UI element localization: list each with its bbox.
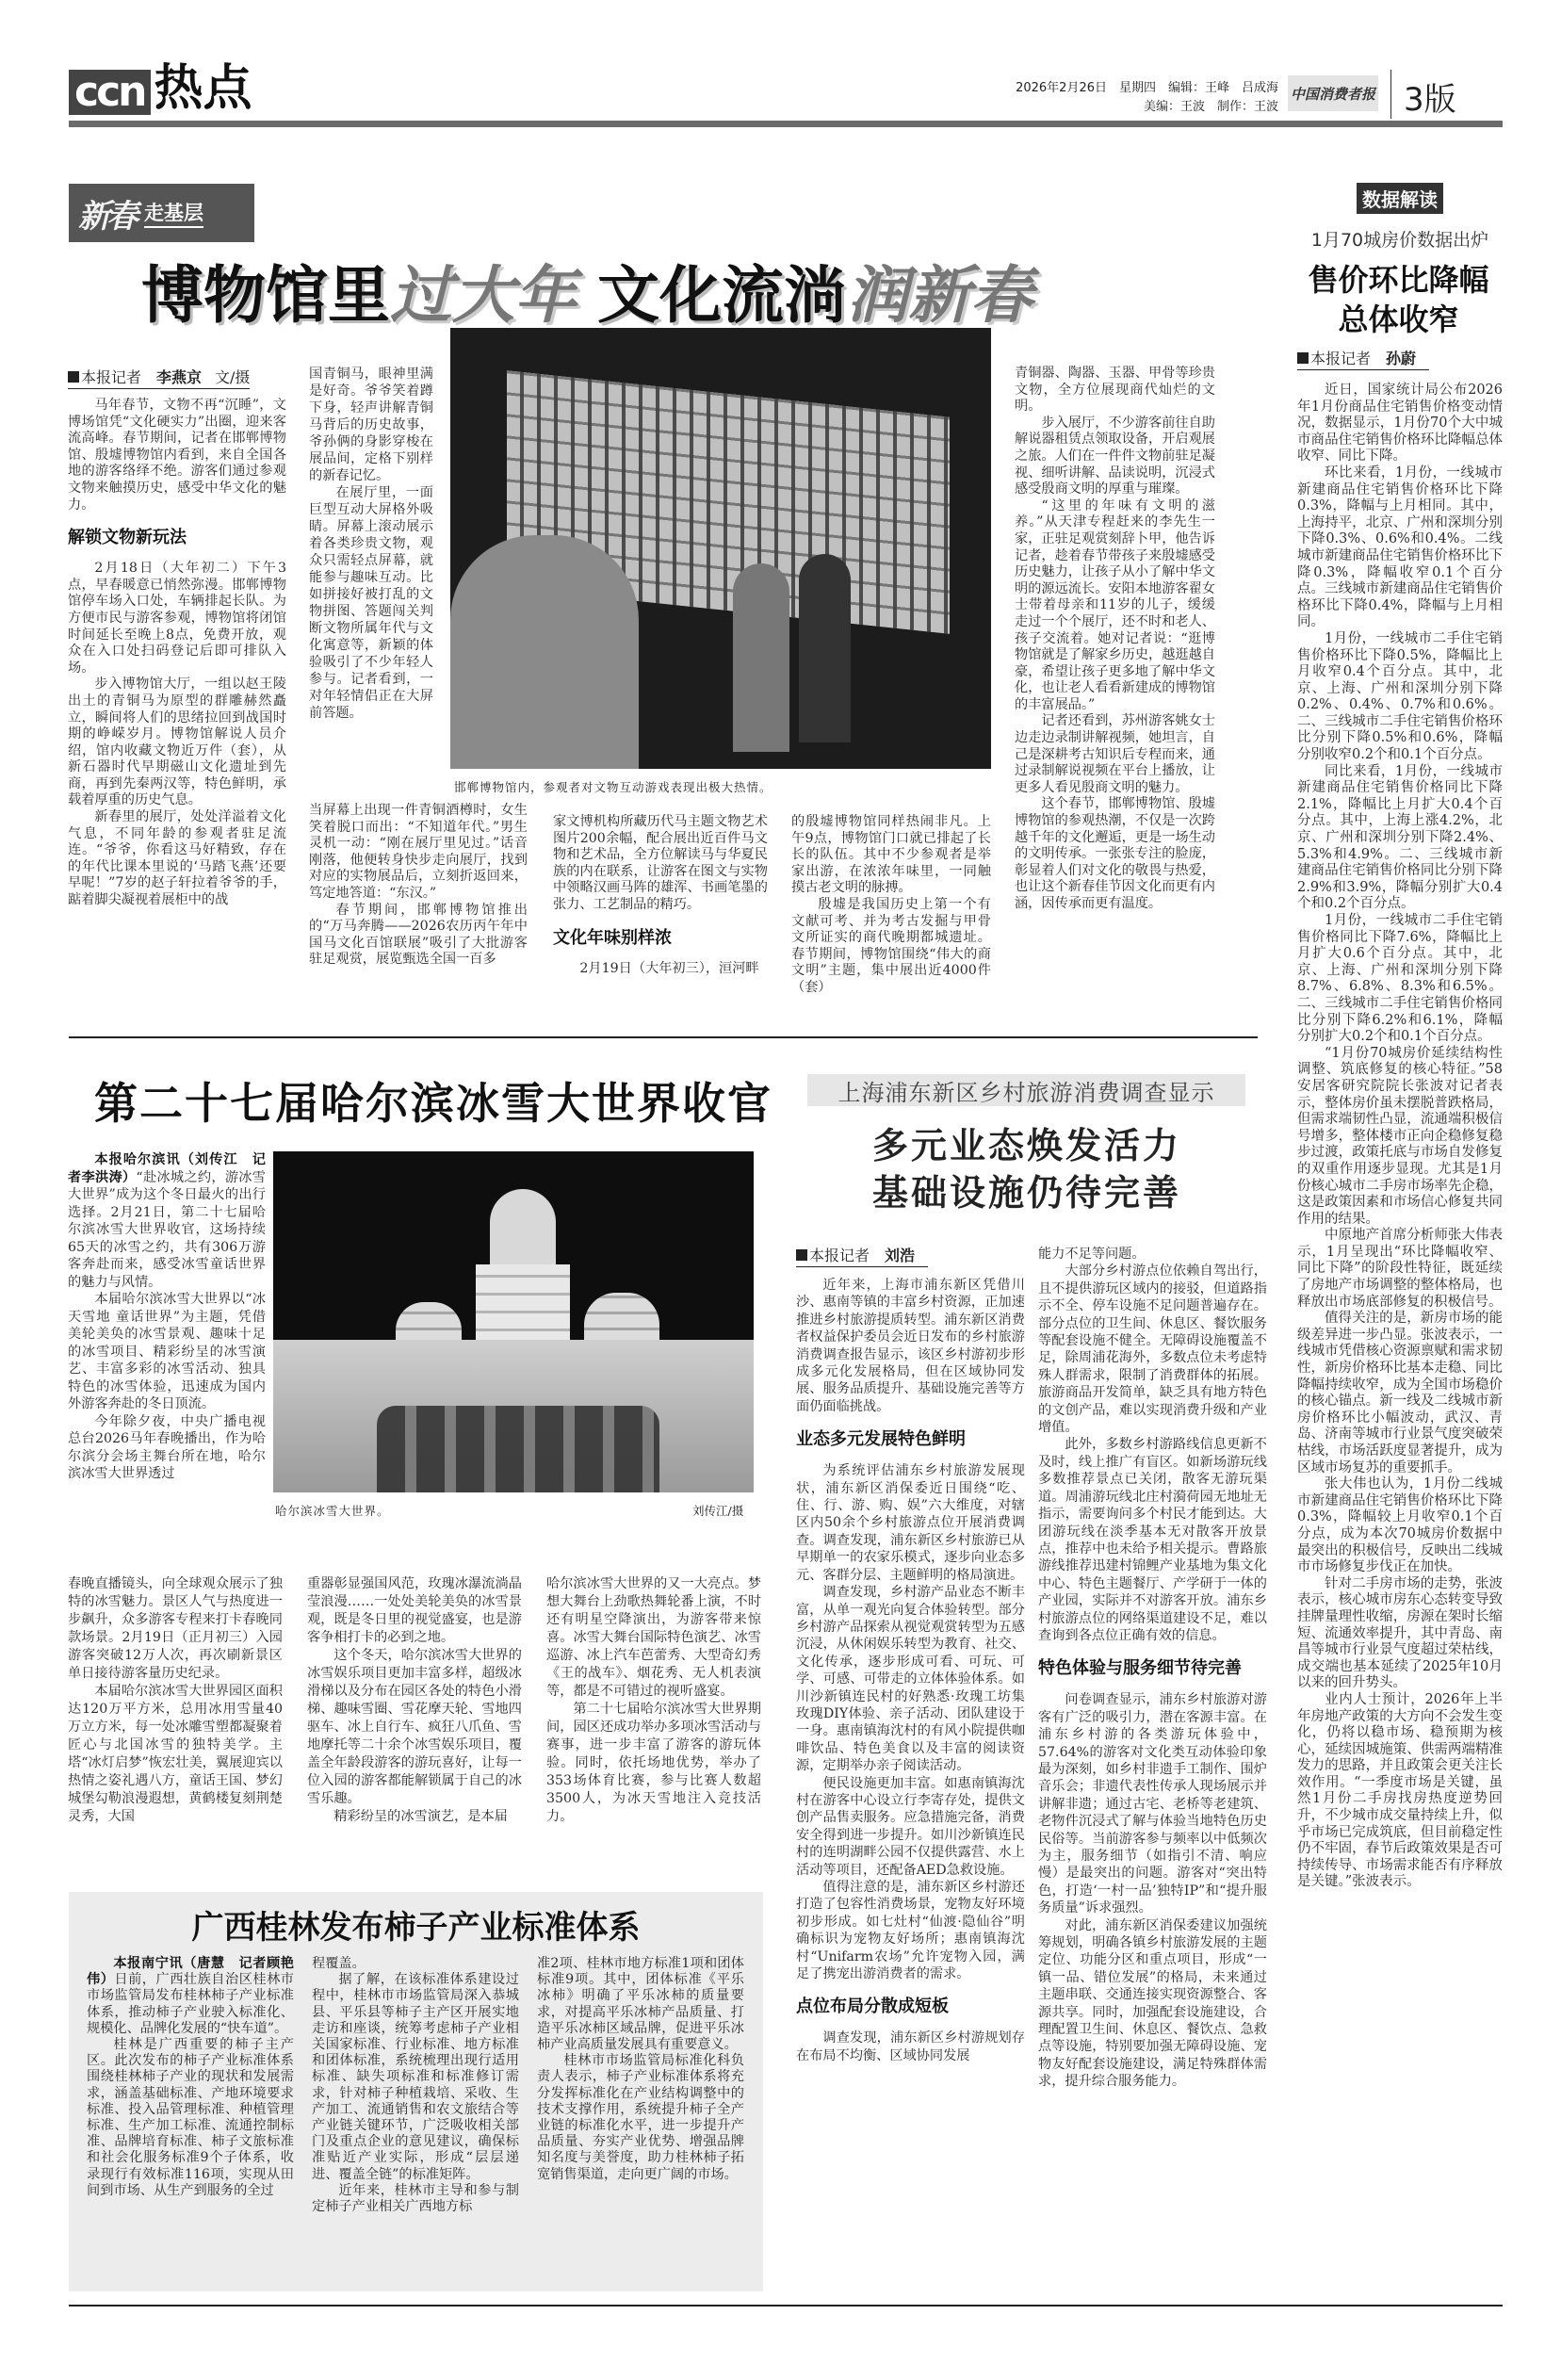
paragraph-text: “赴冰城之约，游冰雪大世界”成为这个冬日最火的出行选择。2月21日，第二十七届哈尔滨冰雪大世界收官，这场持续65天的冰雪之约，共有306万游客奔赴而来，感受冰雪童话世界的魅力与风情。 — [68, 1169, 266, 1290]
header-staff-line: 美编：王波 制作：王波 — [1143, 100, 1278, 114]
paragraph: 张大伟也认为，1月份二线城市新建商品住宅销售价格环比下降0.3%，降幅较上月收窄0.1个百分点，成为本次70城房价数据中最突出的积极信号，反映出二线城市市场修复步伐正在加快。 — [1297, 1476, 1503, 1575]
museum-column-2 — [309, 803, 528, 969]
housing-kicker: 1月70城房价数据出炉 — [1310, 230, 1489, 251]
harbin-photo — [273, 1151, 754, 1492]
subheading: 业态多元发展特色鲜明 — [796, 1429, 966, 1450]
paragraph: 本届哈尔滨冰雪大世界园区面积达120万平方米，总用冰用雪量40万立方米，每一处冰雕雪塑都凝聚着匠心与北国冰雪的独特美学。主塔“冰灯启梦”恢宏壮美，翼展迎宾以热情之姿礼遇八方，童话王国、梦幻城堡勾勒浪漫遐想，黄鹤楼复刻荆楚灵秀，大国 — [68, 1684, 283, 1824]
paragraph: 近年来，桂林市主导和参与制定柿子产业相关广西地方标 — [312, 2182, 519, 2215]
pudong-byline — [796, 1244, 928, 1267]
subheading: 解锁文物新玩法 — [68, 528, 187, 548]
museum-photo — [450, 328, 991, 769]
paragraph: “这里的年味有文明的滋养。”从天津专程赶来的李先生一家，正驻足观赏刻辞卜甲，他告诉记者，趁着春节带孩子来殷墟感受历史魅力，让孩子从小了解中华文明的源远流长。安阳本地游客翟女士带着母亲和11岁的儿子，缓缓走过一个个展厅，还不时和老人、孩子交流着。她对记者说：“逛博物馆就是了解家乡历史，越逛越自豪，希望让孩子更多地了解中华文化，也让老人看看新建成的博物馆的丰富展品。” — [1015, 497, 1215, 712]
badge-label: 数据解读 — [1362, 188, 1438, 211]
paragraph: 为系统评估浦东乡村旅游发展现状，浦东新区消保委近日围绕“吃、住、行、游、购、娱”六大维度，对辖区内50余个乡村旅游点位开展消费调查。调查发现，浦东新区乡村旅游已从早期单一的农家乐模式，逐步向业态多元、客群分层、主题鲜明的格局演进。 — [796, 1463, 1025, 1583]
headline-part: 润新春 — [846, 258, 1033, 332]
visitor-silhouette — [733, 563, 789, 752]
pudong-kicker-box — [807, 1074, 1245, 1106]
byline — [1297, 347, 1429, 370]
paragraph: 殷墟是我国历史上第一个有文献可考、并为考古发掘与甲骨文所证实的商代晚期都城遗址。春节期间，博物馆围绕“伟大的商文明”主题，集中展出近4000件（套） — [791, 896, 991, 995]
paragraph: 这个冬天，哈尔滨冰雪大世界的冰雪娱乐项目更加丰富多样，超级冰滑梯以及分布在园区各处的特色小滑梯、趣味雪圈、雪花摩天轮、雪地四驱车、冰上自行车、疯狂八爪鱼、雪地摩托等二十余个冰雪娱乐项目，覆盖全年龄段游客的游玩喜好，让每一位入园的游客都能解锁属于自己的冰雪乐趣。 — [307, 1648, 522, 1806]
header-divider — [1390, 70, 1391, 119]
paragraph-continued: 重器彰显强国风范，玫瑰冰瀑流淌晶莹浪漫……一处处美轮美奂的冰雪景观，既是冬日里的视觉盛宴，也是游客争相打卡的必到之地。 — [307, 1576, 522, 1645]
paragraph — [87, 1956, 294, 2037]
paragraph: 1月份，一线城市二手住宅销售价格同比下降7.6%，降幅比上月扩大0.6个百分点。其中，北京、上海、广州和深圳分别下降8.7%、6.8%、8.3%和6.5%。二、三线城市二手住宅销售价格同比分别下降6.2%和6.1%，降幅分别扩大0.2个和0.1个百分点。 — [1297, 913, 1503, 1045]
harbin-headline: 第二十七届哈尔滨冰雪大世界收官 — [94, 1078, 772, 1129]
paragraph: 春节期间，邯郸博物馆推出的“万马奔腾——2026农历丙午年中国马文化百馆联展”吸引了大批游客驻足观赏，展览甄选全国一百多 — [309, 902, 528, 968]
paragraph: 此外，多数乡村游路线信息更新不及时，线上推广有盲区。如新场游玩线多数推荐景点已关闭，散客无游玩渠道。周浦游玩线北庄村漪荷园无地址无指示，需要询问多个村民才能到达。大团游玩线在淡季基本无对散客开放景点，推荐中也未给予相关提示。曹路旅游线推荐迅建村锦鲤产业基地为集文化中心、特色主题餐厅、产学研于一体的产业园，实际并不对游客开放。浦东乡村旅游点位的网络渠道建设不足，难以查询到各点位正确有效的信息。 — [1038, 1437, 1267, 1643]
badge-label: 走基层 — [144, 198, 203, 228]
page-number: 3版 — [1404, 81, 1456, 119]
paragraph: 值得注意的是，浦东新区乡村游还打造了包容性消费场景，宠物友好环境初步形成。如七灶村“仙渡·隐仙谷”明确标识为宠物友好场所；惠南镇海沈村“Unifarm农场”允许宠物入园，满足了携宠出游消费者的需求。 — [796, 1880, 1025, 1982]
byline-square-icon — [1297, 352, 1309, 364]
paragraph: 环比来看，1月份，一线城市新建商品住宅销售价格环比下降0.3%，降幅与上月相同。其中，上海持平，北京、广州和深圳分别下降0.3%、0.6%和0.4%。二线城市新建商品住宅销售价格环比下降0.3%，降幅收窄0.1个百分点。三线城市新建商品住宅销售价格环比下降0.4%，降幅与上月相同。 — [1297, 465, 1503, 630]
visitor-silhouette — [799, 554, 851, 742]
pudong-headline-line-2: 基础设施仍待完善 — [871, 1171, 1181, 1214]
harbin-photo-credit: 刘传江/摄 — [692, 1504, 744, 1518]
headline-part: 过大年 — [390, 258, 577, 332]
paragraph-continued: 的殷墟博物馆同样热闹非凡。上午9点，博物馆门口就已排起了长长的队伍。其中不少参观者是举家出游，在浓浓年味里，一同触摸古老文明的脉搏。 — [791, 814, 991, 896]
paragraph-continued: 国青铜马，眼神里满是好奇。爷爷笑着蹲下身，轻声讲解青铜马背后的历史故事，爷孙俩的身影穿梭在展品间，定格下别样的新春记忆。 — [309, 367, 433, 483]
headline-part: 博物馆里 — [141, 258, 390, 332]
paragraph-continued: 程覆盖。 — [312, 1956, 366, 1971]
ice-castle-dome — [490, 1189, 556, 1274]
paragraph: 近年来，上海市浦东新区凭借川沙、惠南等镇的丰富乡村资源，正加速推进乡村旅游提质转型。浦东新区消费者权益保护委员会近日发布的乡村旅游消费调查报告显示，该区乡村游初步形成多元化发展格局，但在区域协同发展、服务品质提升、基础设施完善等方面仍面临挑战。 — [796, 1278, 1025, 1414]
paragraph: 1月份，一线城市二手住宅销售价格环比下降0.5%，降幅比上月收窄0.4个百分点。其中，北京、上海、广州和深圳分别下降0.2%、0.4%、0.7%和0.6%。二、三线城市二手住宅销售价格环比分别下降0.5%和0.6%，降幅分别收窄0.2个和0.1个百分点。 — [1297, 630, 1503, 763]
museum-headline — [141, 253, 1033, 337]
byline — [796, 1244, 928, 1267]
harbin-photo-caption: 哈尔滨冰雪大世界。 — [275, 1504, 390, 1518]
guilin-headline: 广西桂林发布柿子产业标准体系 — [191, 1909, 641, 1947]
paragraph-continued: 当屏幕上出现一件青铜酒樽时，女生笑着脱口而出：“不知道年代。”男生灵机一动：“刚在展厅里见过。”话音刚落，他便转身快步走向展厅，找到对应的实物展品后，立刻折返回来，笃定地答道：“东汉。” — [309, 803, 528, 901]
paragraph: 大部分乡村游点位依赖自驾出行，且不提供游玩区域内的接驳，但道路指示不全、停车设施不足问题普遍存在。部分点位的卫生间、休息区、餐饮服务等配套设施不健全。无障碍设施覆盖不足，除周浦花海外，多数点位未考虑特殊人群需求，限制了消费群体的拓展。旅游商品开发简单，缺乏具有地方特色的文创产品，难以实现消费升级和产业增值。 — [1038, 1263, 1267, 1436]
byline-square-icon — [68, 371, 79, 383]
paragraph: “1月份70城房价延续结构性调整、筑底修复的核心特征。”58安居客研究院院长张波对记者表示，整体房价虽未摆脱普跌格局，但需求端韧性凸显，流通端积极信号增多，整体楼市正向企稳修复稳步过渡，政策托底与市场自发修复的双重作用逐步显现。尤其是1月份核心城市二手房市场率先企稳，这是政策因素和市场信心修复共同作用的结果。 — [1297, 1045, 1503, 1227]
visitors — [377, 1406, 659, 1492]
column-badge-xinchun — [69, 184, 254, 242]
paragraph-text: 日前，广西壮族自治区桂林市市场监管局发布桂林柿子产业标准体系，推动柿子产业驶入标准化、规模化、品牌化发展的“快车道”。 — [87, 1972, 294, 2036]
paragraph: 桂林市市场监管局标准化科负责人表示，柿子产业标准体系将充分发挥标准化在产业结构调整中的技术支撑作用，系统提升柿子全产业链的标准化水平，进一步提升产品质量、夯实产业优势、增强品牌知名度与美誉度，助力桂林柿子拓宽销售渠道，走向更广阔的市场。 — [537, 2053, 744, 2182]
paragraph: 记者还看到，苏州游客姚女士边走边录制讲解视频，她坦言，自己是深耕考古知识后专程而来，通过录制解说视频在平台上播放，让更多人看见殷商文明的魅力。 — [1015, 713, 1215, 795]
paragraph: 2月18日（大年初二）下午3点，早春暖意已悄然弥漫。邯郸博物馆停车场入口处，车辆排起长队。为方便市民与游客参观，博物馆将闭馆时间延长至晚上8点，免费开放，观众在入口处扫码登记后即可排队入场。 — [68, 561, 286, 676]
subheading: 特色体验与服务细节待完善 — [1038, 1658, 1242, 1679]
guilin-column-2 — [312, 1956, 519, 2215]
paragraph: 步入展厅，不少游客前往自助解说器租赁点领取设备，开启观展之旅。人们在一件件文物前驻足凝视、细听讲解、品读说明，沉浸式感受殷商文明的厚重与璀璨。 — [1015, 415, 1215, 497]
visitor-silhouette — [450, 535, 639, 769]
byline-name: 孙蔚 — [1386, 350, 1417, 367]
paragraph: 便民设施更加丰富。如惠南镇海沈村在游客中心设立行李寄存处，提供文创产品售卖服务。应急措施完备，消费安全得到进一步提升。如川沙新镇连民村的连明湖畔公园不仅提供露营、水上活动等项目，还配备AED急救设施。 — [796, 1775, 1025, 1878]
housing-column — [1297, 383, 1503, 1891]
ccn-logo-mark: ccn — [69, 70, 151, 115]
paragraph: 值得关注的是，新房市场的能级差异进一步凸显。张波表示，一线城市凭借核心资源禀赋和需求韧性，新房价格环比基本走稳、同比降幅持续收窄，成为全国市场稳价的核心锚点。新一线及二线城市新房价格环比小幅波动，武汉、青岛、济南等城市行业景气度突破荣枯线，市场活跃度显著提升，成为区域市场复苏的重要抓手。 — [1297, 1311, 1503, 1475]
paragraph: 精彩纷呈的冰雪演艺，是本届 — [333, 1809, 508, 1824]
pudong-column-1 — [796, 1277, 1025, 2064]
paragraph: 本届哈尔滨冰雪大世界以“冰天雪地 童话世界”为主题，凭借美轮美奂的冰雪景观、趣味十足的冰雪项目、精彩纷呈的冰雪演艺、丰富多彩的冰雪活动、独具特色的冰雪体验，迅速成为国内外游客奔赴的冬日顶流。 — [68, 1292, 266, 1411]
housing-headline-line-2: 总体收窄 — [1338, 302, 1459, 337]
byline-prefix: 本报记者 — [809, 1247, 870, 1264]
guilin-column-1 — [87, 1956, 294, 2199]
museum-column-1 — [68, 398, 286, 909]
paragraph: 对此，浦东新区消保委建议加强统筹规划，明确各镇乡村旅游发展的主题定位、功能分区和重点项目，形成“一镇一品、错位发展”的格局，未来通过主题串联、交通连接实现资源整合、客源共享。同时，加强配套设施建设，合理配置卫生间、休息区、餐饮点、急救点等设施，特别要加强无障碍设施、宠物友好配套设施建设，满足特殊群体需求，提升综合服务能力。 — [1038, 1917, 1267, 2090]
pudong-column-2 — [1038, 1246, 1267, 2091]
dateline: 本报哈尔滨讯（刘传江 记者李洪涛） — [68, 1152, 266, 1185]
housing-byline — [1297, 347, 1429, 370]
paragraph: 近日，国家统计局公布2026年1月份商品住宅销售价格变动情况，数据显示，1月份70个大中城市商品住宅销售价格环比降幅总体收窄、同比下降。 — [1297, 383, 1503, 465]
museum-byline — [68, 366, 250, 389]
section-title: 热点 — [154, 59, 252, 117]
paragraph-continued: 青铜器、陶器、玉器、甲骨等珍贵文物，全方位展现商代灿烂的文明。 — [1015, 366, 1215, 415]
paragraph: 桂林是广西重要的柿子主产区。此次发布的柿子产业标准体系围绕桂林柿子产业的现状和发展需求，涵盖基础标准、产地环境要求标准、投入品管理标准、种植管理标准、生产加工标准、流通控制标准、品牌培育标准、柿子文旅标准和社会化服务标准9个子体系，收录现行有效标准116项，实现从田间到市场、从生产到服务的全过 — [87, 2037, 294, 2198]
byline-suffix: 文/摄 — [215, 368, 251, 386]
paragraph: 步入博物馆大厅，一组以赵王陵出土的青铜马为原型的群雕赫然矗立，瞬间将人们的思绪拉回到战国时期的峥嵘岁月。博物馆解说人员介绍，馆内收藏文物近万件（套），从新石器时代早期磁山文化遗址到先商，再到先秦两汉等，特色鲜明，承载着厚重的历史气息。 — [68, 677, 286, 808]
museum-photo-caption: 邯郸博物馆内，参观者对文物互动游戏表现出极大热情。 — [454, 780, 772, 794]
paragraph: 业内人士预计，2026年上半年房地产政策的大方向不会发生变化，仍将以稳市场、稳预期为核心，延续因城施策、供需两端精准发力的思路，并且政策会更关注长效作用。“一季度市场是关键，虽然1月份二手房找房热度逆势回升，不少城市成交量持续上升，似乎市场已完成筑底，但目前稳定性仍不牢固，春节后政策效果是否可持续传导、市场需求能否有序释放是关键。”张波表示。 — [1297, 1691, 1503, 1890]
museum-column-2-narrow — [309, 366, 433, 722]
paragraph: 针对二手房市场的走势，张波表示，核心城市房东心态转变导致挂牌量理性收缩，房源在架时长缩短、流通效率提升，其中青岛、南昌等城市行业景气度超过荣枯线，成交端也基本延续了2025年10月以来的回升势头。 — [1297, 1575, 1503, 1691]
subheading: 文化年味别样浓 — [553, 927, 672, 948]
dateline: 本报南宁讯（唐慧 记者顾艳伟） — [87, 1956, 294, 1988]
byline — [68, 366, 250, 389]
badge-calligraphy: 新春 — [78, 197, 135, 236]
paragraph: 同比来看，1月份，一线城市新建商品住宅销售价格同比下降2.1%，降幅比上月扩大0.4个百分点。其中，上海上涨4.2%，北京、广州和深圳分别下降2.4%、5.3%和4.9%。二、三线城市新建商品住宅销售价格同比分别下降2.9%和3.9%，降幅分别扩大0.4个和0.2个百分点。 — [1297, 763, 1503, 912]
paragraph: 今年除夕夜，中央广播电视总台2026马年春晚播出，作为哈尔滨分会场主舞台所在地，哈尔滨冰雪大世界透过 — [68, 1413, 266, 1481]
section-logo — [69, 59, 252, 117]
paragraph: 调查发现，乡村游产品业态不断丰富，从单一观光向复合体验转型。部分乡村游产品探索从视觉观赏转型为五感沉浸，从休闲娱乐转型为教育、社交、文化传承，逐步形成可看、可玩、可学、可感、可带走的立体体验体系。如川沙新镇连民村的好熟悉·玫瑰工坊集玫瑰DIY体验、亲子活动、团队建设于一身。惠南镇海沈村的有风小院提供咖啡饮品、特色美食以及丰富的阅读资源，定期举办亲子阅读活动。 — [796, 1585, 1025, 1774]
paragraph-continued: 能力不足等问题。 — [1038, 1247, 1146, 1262]
museum-column-4 — [791, 814, 991, 997]
pudong-kicker: 上海浦东新区乡村旅游消费调查显示 — [837, 1079, 1215, 1106]
paragraph: 第二十七届哈尔滨冰雪大世界期间，园区还成功举办多项冰雪活动与赛事，进一步丰富了游客的游玩体验。同时，依托场地优势，举办了353场体育比赛，参与比赛人数超3500人，为冰天雪地注入竞技活力。 — [546, 1702, 761, 1824]
subheading: 点位布局分散成短板 — [796, 1997, 949, 2017]
paragraph: 马年春节，文物不再“沉睡”，文博场馆凭“文化硬实力”出圈，迎来客流高峰。春节期间，记者在邯郸博物馆、殷墟博物馆内看到，来自全国各地的游客络绎不绝。游客们通过参观文物来触摸历史，感受中华文化的魅力。 — [68, 398, 286, 513]
headline-part: 文化流淌 — [597, 258, 846, 332]
bottom-rule — [69, 2305, 1503, 2307]
paragraph-continued: 家文博机构所藏历代马主题文物艺术图片200余幅，配合展出近百件马文物和艺术品，全方位解读马与华夏民族的内在联系，让游客在图文与实物中领略汉画马阵的雄浑、书画笔墨的张力、工艺制品的精巧。 — [553, 814, 768, 912]
paragraph: 据了解，在该标准体系建设过程中，桂林市市场监管局深入恭城县、平乐县等柿子主产区开展实地走访和座谈，统筹考虑柿子产业相关国家标准、行业标准、地方标准和团体标准，系统梳理出现行适用标准、缺失项标准和标准修订需求，针对柿子种植栽培、采收、生产加工、流通销售和农文旅结合等产业链关键环节，广泛吸收相关部门及重点企业的意见建议，确保标准贴近产业实际，形成“层层递进、覆盖全链”的标准矩阵。 — [312, 1972, 519, 2182]
paragraph — [68, 1151, 266, 1291]
byline-prefix: 本报记者 — [81, 368, 142, 386]
paragraph-continued: 哈尔滨冰雪大世界的又一大亮点。梦想大舞台上劲歌热舞轮番上演，不时还有明星空降演出，为游客带来惊喜。冰雪大舞台国际特色演艺、冰雪巡游、冰上汽车芭蕾秀、大型奇幻秀《王的战车》、烟花秀、无人机表演等，都是不可错过的视听盛宴。 — [546, 1576, 761, 1699]
paragraph: 2月19日（大年初三），洹河畔 — [579, 960, 759, 976]
guilin-column-3 — [537, 1956, 744, 2183]
museum-column-3 — [553, 814, 768, 977]
paper-name: 中国消费者报 — [1290, 85, 1375, 103]
data-interpretation-badge — [1357, 183, 1443, 214]
byline-name: 李燕京 — [156, 368, 203, 386]
paragraph: 新春里的展厅，处处洋溢着文化气息，不同年龄的参观者驻足流连。“爷爷，你看这马好精致，存在的年代比课本里说的‘马踏飞燕’还要早呢！”7岁的赵子轩拉着爷爷的手，踮着脚尖凝视着展柜中的战 — [68, 809, 286, 908]
section-divider — [69, 1036, 1258, 1038]
paragraph: 问卷调查显示，浦东乡村旅游对游客有广泛的吸引力，潜在客源丰富。在浦东乡村游的各类游玩体验中，57.64%的游客对文化类互动体验印象最为深刻，如乡村非遗手工制作、围炉音乐会；非遗代表性传承人现场展示并讲解非遗；通过古宅、老桥等老建筑、老物件沉浸式了解与体验当地特色历史民俗等。当前游客参与频率以中低频次为主，服务细节（如指引不清、响应慢）是最突出的问题。游客对“突出特色，打造‘一村一品’独特IP”和“提升服务质量”诉求强烈。 — [1038, 1692, 1267, 1916]
header-rule — [69, 121, 1503, 127]
header-date-line: 2026年2月26日 星期四 编辑：王峰 吕成海 — [1016, 81, 1278, 95]
housing-headline-line-1: 售价环比降幅 — [1308, 262, 1489, 298]
byline-name: 刘浩 — [885, 1247, 916, 1264]
paragraph: 中原地产首席分析师张大伟表示，1月呈现出“环比降幅收窄、同比下降”的阶段性特征，既延续了房地产市场调整的整体格局，也释放出市场底部修复的积极信号。 — [1297, 1228, 1503, 1310]
museum-column-5 — [1015, 366, 1215, 913]
harbin-column-3 — [307, 1575, 522, 1826]
paragraph-continued: 春晚直播镜头，向全球观众展示了独特的冰雪魅力。景区人气与热度进一步飙升，众多游客专程来打卡春晚同款场景。2月19日（正月初三）入园游客突破12万人次，再次刷新景区单日接待游客量历史纪录。 — [68, 1576, 283, 1681]
paragraph-continued: 准2项、桂林市地方标准1项和团体标准9项。其中，团体标准《平乐冰柿》明确了平乐冰柿的质量要求，对提高平乐冰柿产品质量、打造平乐冰柿区域品牌，促进平乐冰柿产业高质量发展具有重要意义。 — [537, 1956, 744, 2053]
pudong-headline-line-1: 多元业态焕发活力 — [871, 1124, 1181, 1166]
paragraph: 这个春节，邯郸博物馆、殷墟博物馆的参观热潮，不仅是一次跨越千年的文化邂逅，更是一场生动的文明传承。一张张专注的脸庞，彰显着人们对文化的敬畏与热爱，也让这个新春佳节因文化而更有内涵，因传承而更有温度。 — [1015, 796, 1215, 911]
byline-prefix: 本报记者 — [1310, 350, 1372, 367]
paragraph: 调查发现，浦东新区乡村游规划存在布局不均衡、区域协同发展 — [796, 2030, 1025, 2063]
harbin-column-1 — [68, 1151, 266, 1483]
harbin-column-2 — [68, 1575, 283, 1826]
byline-square-icon — [796, 1249, 807, 1261]
harbin-column-4 — [546, 1575, 761, 1826]
paragraph: 在展厅里，一面巨型互动大屏格外吸睛。屏幕上滚动展示着各类珍贵文物，观众只需轻点屏幕，就能参与趣味互动。比如拼接好被打乱的文物拼图、答题闯关判断文物所属年代与文化寓意等，新颖的体验吸引了不少年轻人参与。记者看到，一对年轻情侣正在大屏前答题。 — [309, 485, 433, 721]
paper-logo — [1288, 75, 1378, 111]
